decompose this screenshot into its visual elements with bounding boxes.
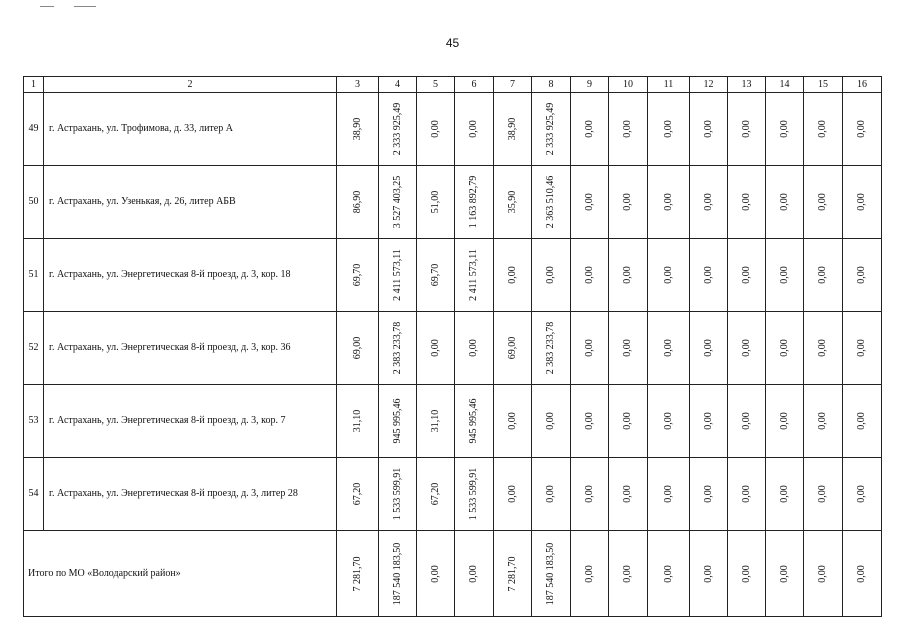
value-cell — [648, 531, 690, 617]
value-text: 0,00 — [429, 564, 441, 583]
value-text: 0,00 — [817, 120, 828, 138]
value-cell — [455, 166, 494, 239]
value-text: 0,00 — [778, 120, 790, 138]
value-text: 38,90 — [506, 117, 518, 141]
value-cell — [379, 458, 417, 531]
value-text: 0,00 — [740, 120, 752, 138]
value-text: 67,20 — [351, 482, 363, 506]
value-cell — [766, 385, 804, 458]
value-text: 0,00 — [778, 193, 790, 211]
column-header: 2 — [44, 77, 337, 93]
value-text: 2 411 573,11 — [468, 249, 479, 301]
value-cell — [728, 93, 766, 166]
value-text: 0,00 — [429, 120, 441, 138]
value-text: 0,00 — [622, 266, 633, 284]
data-table — [23, 76, 882, 617]
value-cell — [532, 239, 571, 312]
value-text: 0,00 — [778, 485, 790, 503]
value-cell — [609, 531, 648, 617]
value-cell — [571, 312, 609, 385]
value-text: 0,00 — [662, 412, 674, 430]
value-text: 0,00 — [817, 412, 828, 430]
value-cell — [728, 239, 766, 312]
value-cell — [804, 458, 843, 531]
value-text: 31,10 — [351, 409, 363, 433]
value-cell — [571, 385, 609, 458]
value-text: 0,00 — [622, 339, 633, 357]
value-text: 0,00 — [662, 564, 674, 583]
value-cell — [532, 385, 571, 458]
row-number: 49 — [24, 93, 44, 166]
value-cell — [532, 166, 571, 239]
value-cell — [455, 239, 494, 312]
row-number: 52 — [24, 312, 44, 385]
row-number: 51 — [24, 239, 44, 312]
value-cell — [337, 458, 379, 531]
value-cell — [609, 385, 648, 458]
value-text: 0,00 — [622, 564, 633, 583]
value-cell — [455, 385, 494, 458]
value-cell — [455, 312, 494, 385]
value-text: 0,00 — [856, 339, 867, 357]
value-cell — [609, 93, 648, 166]
value-text: 7 281,70 — [506, 556, 518, 591]
total-row — [24, 531, 882, 617]
value-cell — [494, 312, 532, 385]
value-text: 51,00 — [429, 190, 441, 214]
column-header: 4 — [379, 77, 417, 93]
address-cell: г. Астрахань, ул. Трофимова, д. 33, литер А — [44, 93, 337, 166]
column-header: 13 — [728, 77, 766, 93]
value-cell — [494, 531, 532, 617]
value-text: 0,00 — [583, 193, 595, 211]
value-cell — [494, 385, 532, 458]
column-header: 16 — [843, 77, 882, 93]
value-cell — [571, 239, 609, 312]
value-cell — [766, 93, 804, 166]
value-cell — [571, 458, 609, 531]
value-text: 0,00 — [506, 266, 518, 284]
value-cell — [379, 385, 417, 458]
value-text: 31,10 — [429, 409, 441, 433]
value-text: 0,00 — [817, 193, 828, 211]
value-cell — [337, 312, 379, 385]
column-header: 12 — [690, 77, 728, 93]
value-cell — [532, 531, 571, 617]
value-text: 2 333 925,49 — [545, 102, 556, 156]
value-text: 0,00 — [817, 266, 828, 284]
value-cell — [766, 166, 804, 239]
value-cell — [417, 385, 455, 458]
value-text: 0,00 — [583, 564, 595, 583]
column-header: 11 — [648, 77, 690, 93]
address-cell: г. Астрахань, ул. Энергетическая 8-й проезд, д. 3, литер 28 — [44, 458, 337, 531]
value-cell — [648, 458, 690, 531]
value-text: 69,70 — [351, 263, 363, 287]
column-header: 7 — [494, 77, 532, 93]
value-cell — [417, 312, 455, 385]
value-text: 0,00 — [662, 485, 674, 503]
value-cell — [804, 166, 843, 239]
value-cell — [494, 93, 532, 166]
value-text: 67,20 — [429, 482, 441, 506]
total-label: Итого по МО «Володарский район» — [24, 531, 337, 617]
value-text: 0,00 — [702, 193, 714, 211]
value-cell — [690, 458, 728, 531]
value-cell — [379, 239, 417, 312]
value-text: 1 163 892,79 — [468, 175, 479, 229]
value-text: 2 383 233,78 — [545, 321, 556, 375]
value-cell — [571, 531, 609, 617]
value-text: 0,00 — [702, 120, 714, 138]
value-cell — [609, 239, 648, 312]
value-cell — [843, 312, 882, 385]
value-text: 2 383 233,78 — [391, 321, 403, 375]
value-text: 0,00 — [740, 339, 752, 357]
value-cell — [532, 312, 571, 385]
value-text: 0,00 — [583, 266, 595, 284]
value-text: 0,00 — [856, 120, 867, 138]
value-text: 0,00 — [583, 339, 595, 357]
value-cell — [455, 93, 494, 166]
value-text: 35,90 — [506, 190, 518, 214]
value-text: 0,00 — [702, 266, 714, 284]
value-cell — [690, 385, 728, 458]
value-text: 0,00 — [545, 412, 556, 430]
address-cell: г. Астрахань, ул. Узенькая, д. 26, литер АБВ — [44, 166, 337, 239]
value-text: 0,00 — [622, 120, 633, 138]
value-text: 0,00 — [429, 339, 441, 357]
column-header: 14 — [766, 77, 804, 93]
value-cell — [379, 312, 417, 385]
row-number: 54 — [24, 458, 44, 531]
value-cell — [337, 166, 379, 239]
value-text: 69,00 — [506, 336, 518, 360]
value-cell — [728, 385, 766, 458]
column-header: 9 — [571, 77, 609, 93]
value-text: 0,00 — [740, 485, 752, 503]
header-row — [24, 77, 882, 93]
value-cell — [379, 166, 417, 239]
scan-artifact-line — [40, 6, 54, 7]
address-cell: г. Астрахань, ул. Энергетическая 8-й проезд, д. 3, кор. 18 — [44, 239, 337, 312]
value-cell — [532, 93, 571, 166]
value-text: 2 333 925,49 — [391, 102, 403, 156]
value-cell — [843, 458, 882, 531]
value-cell — [417, 458, 455, 531]
value-text: 0,00 — [622, 193, 633, 211]
value-cell — [690, 166, 728, 239]
value-text: 38,90 — [351, 117, 363, 141]
value-cell — [728, 166, 766, 239]
value-cell — [843, 166, 882, 239]
value-cell — [417, 93, 455, 166]
column-header: 5 — [417, 77, 455, 93]
column-header: 8 — [532, 77, 571, 93]
value-text: 0,00 — [662, 339, 674, 357]
value-text: 7 281,70 — [351, 556, 363, 591]
value-cell — [690, 312, 728, 385]
value-text: 0,00 — [856, 193, 867, 211]
address-cell: г. Астрахань, ул. Энергетическая 8-й проезд, д. 3, кор. 7 — [44, 385, 337, 458]
value-text: 69,70 — [429, 263, 441, 287]
value-cell — [417, 239, 455, 312]
value-cell — [455, 458, 494, 531]
column-header: 3 — [337, 77, 379, 93]
value-text: 0,00 — [817, 485, 828, 503]
value-cell — [843, 239, 882, 312]
value-cell — [843, 93, 882, 166]
value-cell — [804, 531, 843, 617]
value-cell — [571, 166, 609, 239]
value-cell — [532, 458, 571, 531]
value-cell — [609, 312, 648, 385]
value-text: 0,00 — [545, 485, 556, 503]
value-cell — [648, 312, 690, 385]
value-text: 0,00 — [662, 193, 674, 211]
value-cell — [728, 312, 766, 385]
table-row — [24, 93, 882, 166]
value-text: 0,00 — [662, 120, 674, 138]
value-text: 2 411 573,11 — [391, 249, 403, 301]
value-cell — [337, 531, 379, 617]
table-row — [24, 166, 882, 239]
value-text: 0,00 — [856, 266, 867, 284]
value-text: 0,00 — [740, 412, 752, 430]
value-text: 0,00 — [856, 485, 867, 503]
column-header: 6 — [455, 77, 494, 93]
value-text: 187 540 183,50 — [391, 542, 403, 605]
value-text: 0,00 — [778, 412, 790, 430]
value-cell — [766, 458, 804, 531]
value-cell — [494, 166, 532, 239]
value-cell — [804, 385, 843, 458]
value-text: 0,00 — [856, 412, 867, 430]
value-text: 0,00 — [702, 485, 714, 503]
value-text: 0,00 — [740, 193, 752, 211]
value-cell — [494, 239, 532, 312]
value-cell — [690, 239, 728, 312]
value-text: 0,00 — [740, 266, 752, 284]
value-cell — [728, 458, 766, 531]
value-text: 0,00 — [468, 120, 479, 138]
value-text: 0,00 — [702, 412, 714, 430]
value-cell — [417, 166, 455, 239]
value-cell — [804, 312, 843, 385]
table-row — [24, 239, 882, 312]
value-cell — [455, 531, 494, 617]
table-row — [24, 312, 882, 385]
column-header: 1 — [24, 77, 44, 93]
value-cell — [690, 93, 728, 166]
value-text: 0,00 — [583, 485, 595, 503]
value-cell — [804, 93, 843, 166]
value-text: 0,00 — [622, 485, 633, 503]
value-cell — [690, 531, 728, 617]
value-text: 0,00 — [622, 412, 633, 430]
value-text: 0,00 — [856, 564, 867, 583]
value-cell — [648, 385, 690, 458]
column-header: 10 — [609, 77, 648, 93]
value-cell — [609, 166, 648, 239]
value-text: 0,00 — [506, 485, 518, 503]
value-cell — [648, 166, 690, 239]
value-cell — [804, 239, 843, 312]
value-text: 0,00 — [583, 412, 595, 430]
value-text: 0,00 — [817, 564, 828, 583]
table-row — [24, 385, 882, 458]
value-text: 0,00 — [702, 564, 714, 583]
value-cell — [648, 239, 690, 312]
address-cell: г. Астрахань, ул. Энергетическая 8-й проезд, д. 3, кор. 36 — [44, 312, 337, 385]
value-text: 2 363 510,46 — [545, 175, 556, 229]
row-number: 50 — [24, 166, 44, 239]
value-text: 0,00 — [778, 339, 790, 357]
value-text: 0,00 — [662, 266, 674, 284]
value-text: 945 995,46 — [468, 398, 479, 444]
value-cell — [337, 93, 379, 166]
value-text: 0,00 — [778, 266, 790, 284]
value-cell — [843, 385, 882, 458]
value-cell — [766, 239, 804, 312]
value-text: 0,00 — [506, 412, 518, 430]
value-text: 0,00 — [468, 339, 479, 357]
value-cell — [766, 531, 804, 617]
value-text: 69,00 — [351, 336, 363, 360]
value-cell — [609, 458, 648, 531]
value-cell — [379, 531, 417, 617]
value-cell — [494, 458, 532, 531]
value-text: 0,00 — [545, 266, 556, 284]
value-cell — [648, 93, 690, 166]
value-cell — [728, 531, 766, 617]
value-text: 0,00 — [583, 120, 595, 138]
value-text: 187 540 183,50 — [545, 542, 556, 605]
page-number: 45 — [445, 36, 460, 50]
column-header: 15 — [804, 77, 843, 93]
value-cell — [571, 93, 609, 166]
scan-artifact-line — [74, 6, 96, 7]
value-text: 0,00 — [778, 564, 790, 583]
value-cell — [417, 531, 455, 617]
value-cell — [337, 385, 379, 458]
value-text: 1 533 599,91 — [391, 467, 403, 521]
value-text: 945 995,46 — [391, 398, 403, 444]
value-cell — [766, 312, 804, 385]
value-text: 0,00 — [702, 339, 714, 357]
value-text: 1 533 599,91 — [468, 467, 479, 521]
value-cell — [379, 93, 417, 166]
value-text: 0,00 — [468, 564, 479, 583]
table-row — [24, 458, 882, 531]
value-cell — [337, 239, 379, 312]
value-text: 0,00 — [817, 339, 828, 357]
row-number: 53 — [24, 385, 44, 458]
value-text: 86,90 — [351, 190, 363, 214]
value-text: 3 527 403,25 — [391, 175, 403, 229]
value-text: 0,00 — [740, 564, 752, 583]
value-cell — [843, 531, 882, 617]
